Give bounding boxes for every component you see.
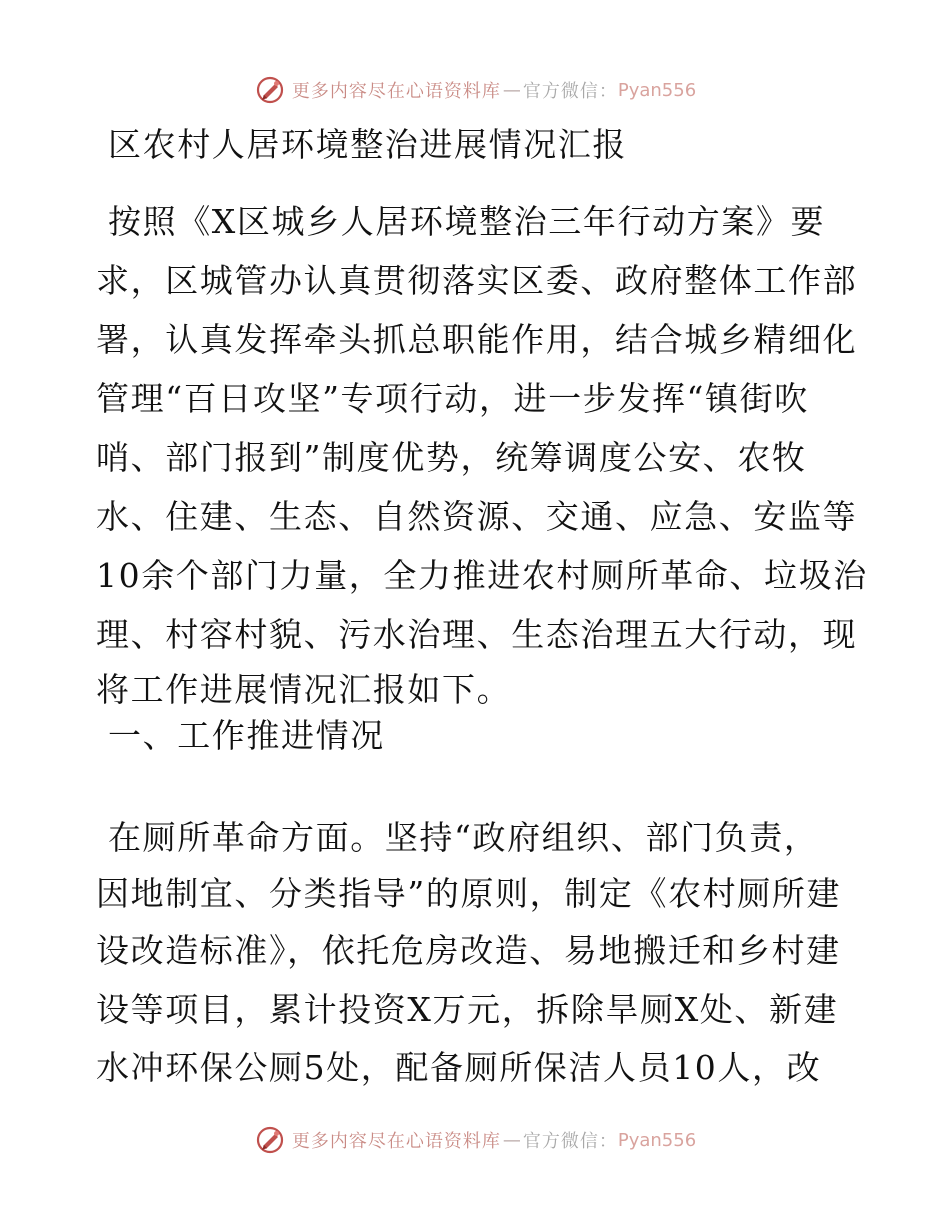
paragraph-line: 设改造标准》，依托危房改造、易地搬迁和乡村建 [96,931,841,970]
watermark-main-text: 更多内容尽在心语资料库 [291,1131,501,1152]
document-title: 区农村人居环境整治进展情况汇报 [108,125,627,164]
paragraph-line: 10余个部门力量，全力推进农村厕所革命、垃圾治 [96,556,868,595]
paragraph-line: 水、住建、生态、自然资源、交通、应急、安监等 [96,497,858,536]
paragraph-line: 在厕所革命方面。坚持“政府组织、部门负责， [108,818,819,857]
paragraph-line: 水冲环保公厕5处，配备厕所保洁人员10人，改 [96,1048,822,1087]
pen-logo-icon [254,74,286,106]
section-heading: 一、工作推进情况 [108,716,385,755]
watermark-wechat-label: 官方微信： [522,81,618,102]
paragraph-line: 将工作进展情况汇报如下。 [96,670,512,709]
footer-watermark [0,1120,950,1160]
paragraph-line: 管理“百日攻坚”专项行动，进一步发挥“镇街吹 [96,379,809,418]
paragraph-line: 求，区城管办认真贯彻落实区委、政府整体工作部 [96,261,858,300]
watermark-separator: — [502,1129,521,1151]
paragraph-line: 署，认真发挥牵头抓总职能作用，结合城乡精细化 [96,320,858,359]
watermark-wechat-id: Pyan556 [617,1129,697,1151]
watermark-separator: — [502,79,521,101]
paragraph-line: 理、村容村貌、污水治理、生态治理五大行动，现 [96,615,858,654]
paragraph-line: 设等项目，累计投资X万元，拆除旱厕X处、新建 [96,990,839,1029]
pen-logo-icon [254,1124,286,1156]
watermark-wechat-label: 官方微信： [522,1131,618,1152]
paragraph-line: 哨、部门报到”制度优势，统筹调度公安、农牧 [96,438,807,477]
watermark-main-text: 更多内容尽在心语资料库 [291,81,501,102]
header-watermark [0,70,950,110]
watermark-wechat-id: Pyan556 [617,79,697,101]
paragraph-line: 因地制宜、分类指导”的原则，制定《农村厕所建 [96,874,842,913]
paragraph-line: 按照《X区城乡人居环境整治三年行动方案》要 [108,202,826,241]
